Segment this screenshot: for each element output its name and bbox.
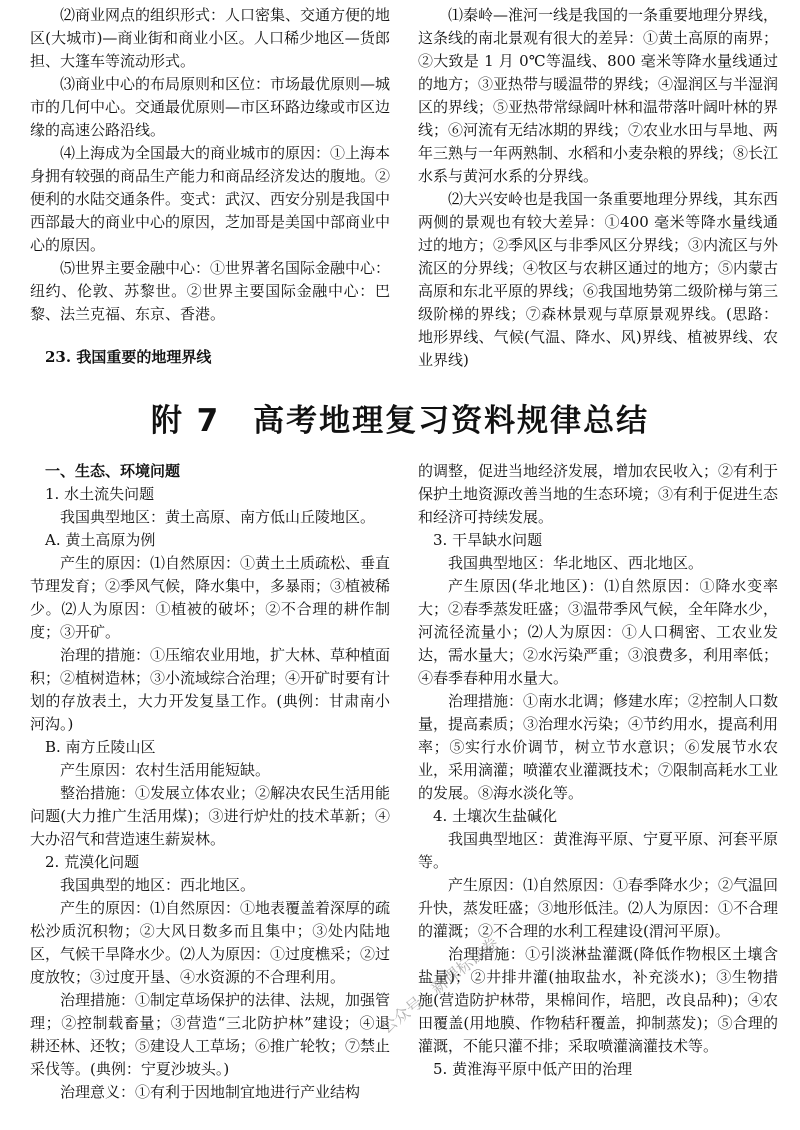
top-left-column (30, 4, 390, 369)
watermark: 公众号：新课标试卷 (376, 933, 503, 1038)
bottom-right-column (418, 460, 778, 1081)
appendix-title: 附 7 高考地理复习资料规律总结 (150, 403, 650, 439)
paragraph: 产生原因：⑴自然原因：①春季降水少；②气温回升快，蒸发旺盛；③地形低洼。⑵人为原因：①不合理的灌溉；②不合理的水利工程建设(渭河平原)。 (418, 876, 779, 940)
paragraph: 治理措施：①引淡淋盐灌溉(降低作物根区土壤含盐量)；②井排井灌(抽取盐水，补充淡水)；③生物措施(营造防护林带，果棉间作，培肥，改良品种)；④农田覆盖(用地膜、作物秸秆覆盖，抑制蒸发)；⑤合理的灌溉，不能只灌不排；采取喷灌滴灌技术等。 (418, 945, 778, 1055)
top-right-column (418, 4, 778, 372)
paragraph: 治理措施：①制定草场保护的法律、法规，加强管理；②控制载畜量；③营造“三北防护林”建设；④退耕还林、还牧；⑤建设人工草场；⑥推广轮牧；⑦禁止采伐等。(典例：宁夏沙坡头。) (30, 991, 391, 1078)
paragraph: 产生原因(华北地区)：⑴自然原因：①降水变率大；②春季蒸发旺盛；③温带季风气候，全年降水少，河流径流量小；⑵人为原因：①人口稠密、工农业发达，需水量大；②水污染严重；③浪费多，利用率低；④春季春种用水量大。 (418, 577, 779, 687)
divider (30, 378, 778, 379)
section-heading: 一、生态、环境问题 (45, 462, 181, 480)
subheading: 2. 荒漠化问题 (45, 853, 140, 871)
paragraph: 我国典型的地区：西北地区。 (60, 876, 256, 894)
subheading: A. 黄土高原为例 (45, 531, 156, 549)
paragraph: ⑸世界主要金融中心：①世界著名国际金融中心：纽约、伦敦、苏黎世。②世界主要国际金融中心：巴黎、法兰克福、东京、香港。 (30, 259, 391, 323)
bottom-left-column (30, 460, 390, 1104)
paragraph: 治理意义：①有利于因地制宜地进行产业结构 (60, 1083, 361, 1101)
paragraph: 产生的原因：⑴自然原因：①地表覆盖着深厚的疏松沙质沉积物；②大风日数多而且集中；③处内陆地区，气候干旱降水少。⑵人为原因：①过度樵采；②过度放牧；③过度开垦、④水资源的不合理利用。 (30, 899, 391, 986)
paragraph: 治理措施：①南水北调；修建水库；②控制人口数量，提高素质；③治理水污染；④节约用水，提高利用率；⑤实行水价调节，树立节水意识；⑥发展节水农业，采用滴灌；喷灌农业灌溉技术；⑦限制高耗水工业的发展。⑧海水淡化等。 (418, 692, 779, 802)
paragraph: ⑴秦岭—淮河一线是我国的一条重要地理分界线，这条线的南北景观有很大的差异：①黄土高原的南界；②大致是 1 月 0℃等温线、800 毫米等降水量线通过的地方；③亚热带与暖温带的界线；④湿润区与半湿润区的界线；⑤亚热带常绿阔叶林和温带落叶阔叶林的界线；⑥河流有无结冰期的界线；⑦农业水田与旱地、两年三熟与一年两熟制、水稻和小麦杂粮的界线；⑧长江水系与黄河水系的分界线。 (418, 6, 779, 185)
paragraph: 治理的措施：①压缩农业用地，扩大林、草种植面积；②植树造林；③小流域综合治理；④开矿时要有计划的存放表土，大力开发复垦工作。(典例：甘肃南小河沟。) (30, 646, 391, 733)
paragraph: ⑵商业网点的组织形式：人口密集、交通方便的地区(大城市)—商业街和商业小区。人口稀少地区—货郎担、大篷车等流动形式。 (30, 6, 391, 70)
paragraph: 我国典型地区：黄淮海平原、宁夏平原、河套平原等。 (418, 830, 779, 871)
subheading: 3. 干旱缺水问题 (433, 531, 543, 549)
paragraph: ⑷上海成为全国最大的商业城市的原因：①上海本身拥有较强的商品生产能力和商品经济发达的腹地。②便利的水陆交通条件。变式：武汉、西安分别是我国中西部最大的商业中心的原因，芝加哥是美国中部商业中心的原因。 (30, 144, 391, 254)
paragraph: 产生原因：农村生活用能短缺。 (60, 761, 271, 779)
subheading: 1. 水土流失问题 (45, 485, 155, 503)
paragraph: 的调整，促进当地经济发展，增加农民收入；②有利于保护土地资源改善当地的生态环境；③有利于促进生态和经济可持续发展。 (418, 462, 779, 526)
paragraph: 我国典型地区：黄土高原、南方低山丘陵地区。 (60, 508, 376, 526)
subheading: B. 南方丘陵山区 (45, 738, 156, 756)
section-heading-23: 23. 我国重要的地理界线 (45, 348, 212, 366)
paragraph: ⑵大兴安岭也是我国一条重要地理分界线，其东西两侧的景观也有较大差异：①400 毫米等降水量线通过的地方；②季风区与非季风区分界线；③内流区与外流区的分界线；④牧区与农耕区通过的地方；⑤内蒙古高原和东北平原的界线；⑥我国地势第二级阶梯与第三级阶梯的界线；⑦森林景观与草原景观界线。(思路：地形界线、气候(气温、降水、风)界线、植被界线、农业界线) (418, 190, 779, 369)
subheading: 5. 黄淮海平原中低产田的治理 (433, 1060, 633, 1078)
paragraph: 我国典型地区：华北地区、西北地区。 (448, 554, 704, 572)
subheading: 4. 土壤次生盐碱化 (433, 807, 558, 825)
paragraph: 整治措施：①发展立体农业；②解决农民生活用能问题(大力推广生活用煤)；③进行炉灶的技术革新；④大办沼气和营造速生薪炭林。 (30, 784, 391, 848)
paragraph: ⑶商业中心的布局原则和区位：市场最优原则—城市的几何中心。交通最优原则—市区环路边缘或市区边缘的高速公路沿线。 (30, 75, 391, 139)
paragraph: 产生的原因：⑴自然原因：①黄土土质疏松、垂直节理发育；②季风气候，降水集中，多暴雨；③植被稀少。⑵人为原因：①植被的破坏；②不合理的耕作制度；③开矿。 (30, 554, 391, 641)
